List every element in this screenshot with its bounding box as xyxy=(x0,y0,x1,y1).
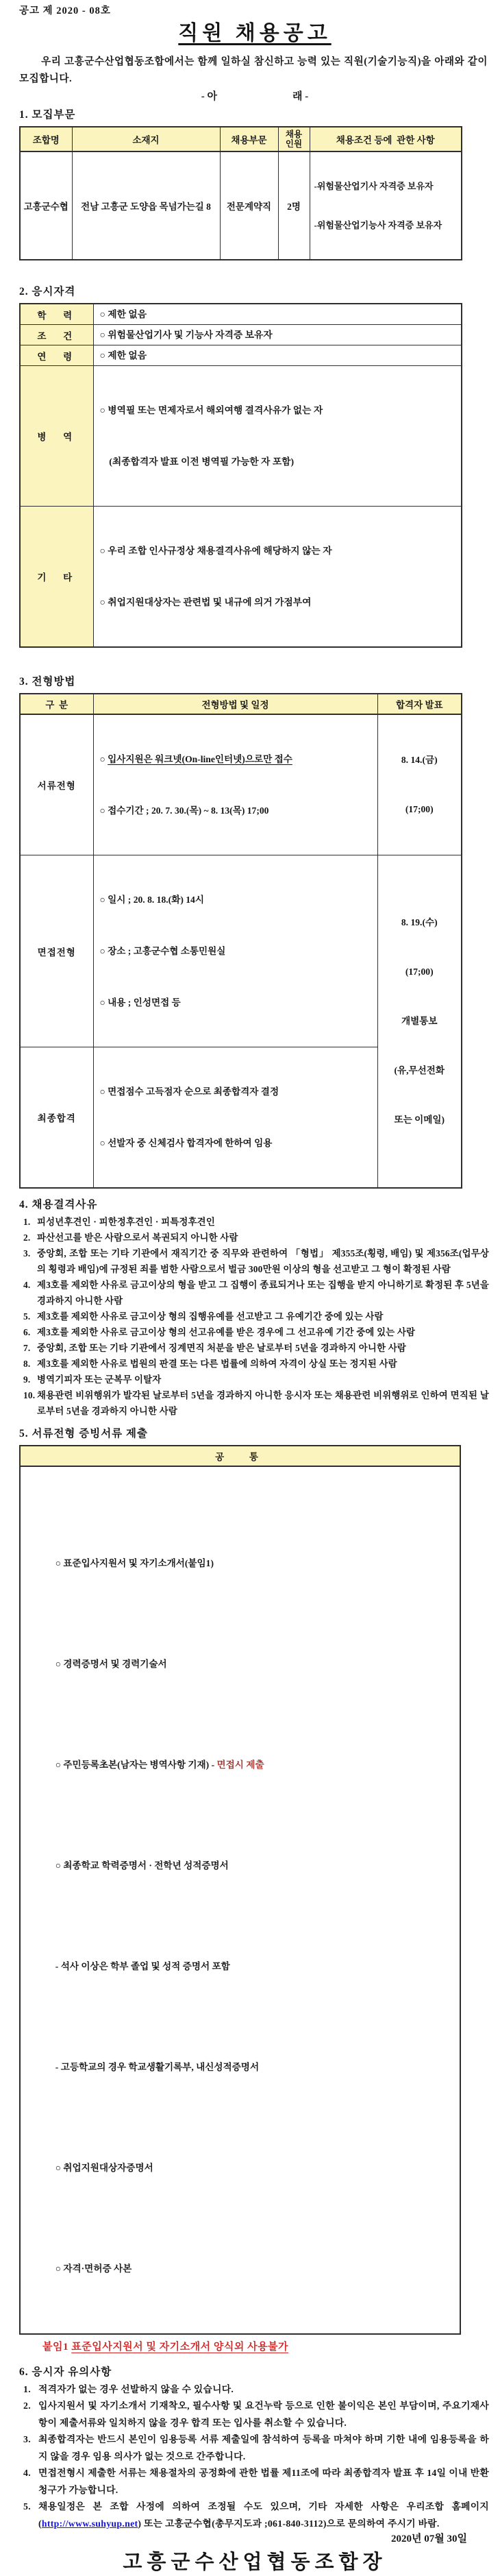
table-row-interview xyxy=(20,855,462,1047)
item-text: 자격·면허증 사본 xyxy=(63,2263,132,2274)
documents-list-cell xyxy=(20,1466,460,2334)
item-text: 제3호를 제외한 사유로 금고이상 형의 집행유예를 선고받고 그 유예기간 중에 있는 사람 xyxy=(37,1311,384,1322)
recruitment-table xyxy=(19,126,462,260)
notice-number: 공고 제 2020 - 08호 xyxy=(19,5,111,16)
recruitment-table-header-row xyxy=(20,127,462,151)
below-right: 래 - xyxy=(292,91,309,102)
list-item xyxy=(19,1246,490,1277)
item-text: 최종학교 학력증명서 · 전학년 성적증명서 xyxy=(63,1860,229,1871)
item-text: 중앙회, 조합 또는 기타 기관에서 징계면직 처분을 받은 날로부터 5년을 경과하지 아니한 사람 xyxy=(37,1343,407,1353)
section1-heading: 1. 모집부문 xyxy=(19,109,76,121)
col-location: 소재지 xyxy=(72,127,220,151)
document-item xyxy=(27,1538,453,1589)
list-item xyxy=(19,1356,490,1372)
item-text: 제3호를 제외한 사유로 법원의 판결 또는 다른 법률에 의하여 자격이 상실 또는 정지된 사람 xyxy=(37,1359,397,1369)
item-number: 7. xyxy=(23,1343,31,1353)
homepage-link[interactable]: http://www.suhyup.net xyxy=(41,2518,138,2529)
list-item xyxy=(19,1230,490,1246)
document-item xyxy=(27,1840,453,1891)
row-label: 연 령 xyxy=(20,345,93,366)
item-number: 9. xyxy=(23,1374,31,1385)
document-item xyxy=(27,2244,453,2294)
final-announce-cell: 8. 19.(수) (17;00) 개별통보 (유,무선전화 또는 이메일) xyxy=(377,855,462,1189)
col-method-schedule: 전형방법 및 일정 xyxy=(93,694,377,714)
union-name-cell: 고흥군수협 xyxy=(20,151,72,260)
section3-heading: 3. 전형방법 xyxy=(19,676,76,688)
list-item xyxy=(19,2381,490,2398)
list-item xyxy=(19,2499,490,2532)
col-category: 구 분 xyxy=(20,694,93,714)
item-text: 제3호를 제외한 사유로 금고이상 형의 선고유예를 받은 경우에 그 선고유예 기간 중에 있는 사람 xyxy=(37,1327,416,1337)
list-item xyxy=(19,1277,490,1309)
row-value: ○ 위험물산업기사 및 기능사 자격증 보유자 xyxy=(93,325,462,345)
document-item xyxy=(27,1941,453,1992)
item-text: 입사지원서 및 자기소개서 기재착오, 필수사항 및 요건누락 등으로 인한 불이익은 본인 부담이며, 주요기재사항이 제출서류와 일치하지 않을 경우 합격 또는 입사를 취소할 수 있습니다. xyxy=(38,2401,489,2428)
row-label: 최종합격 xyxy=(20,1047,93,1189)
list-item xyxy=(19,1324,490,1340)
item-number: 8. xyxy=(23,1359,31,1369)
row-label: 서류전형 xyxy=(20,714,93,855)
section5-heading: 5. 서류전형 증빙서류 제출 xyxy=(19,1428,148,1439)
col-headcount: 채용 인원 xyxy=(278,127,310,151)
item-text: 최종합격자는 반드시 본인이 임용등록 서류 제출일에 참석하여 등록을 마쳐야 하며 기한 내에 임용등록을 하지 않을 경우 임용 의사가 없는 것으로 간주합니다. xyxy=(38,2434,489,2462)
item-text: 고등학교의 경우 학교생활기록부, 내신성적증명서 xyxy=(60,2061,260,2072)
row-label: 조 건 xyxy=(20,325,93,345)
col-common: 공 통 xyxy=(20,1446,460,1466)
list-item xyxy=(19,2465,490,2499)
item-text: 석사 이상은 학부 졸업 및 성적 증명서 포함 xyxy=(60,1960,230,1971)
final-pass-method-cell: ○ 면접점수 고득점자 순으로 최종합격자 결정 ○ 선발자 중 신체검사 합격자에 한하여 임용 xyxy=(93,1047,377,1189)
list-item xyxy=(19,1372,490,1387)
table-row xyxy=(20,304,462,325)
selection-table-header-row xyxy=(20,694,462,714)
list-item xyxy=(19,1214,490,1230)
item-number: 1. xyxy=(23,2383,31,2394)
item-text: 적격자가 없는 경우 선발하지 않을 수 있습니다. xyxy=(38,2383,234,2394)
item-number: 5. xyxy=(23,1311,31,1322)
item-text: 주민등록초본(남자는 병역사항 기재) - xyxy=(63,1759,217,1770)
list-item xyxy=(19,1309,490,1324)
item-number: 4. xyxy=(23,2468,31,2478)
signature-title: 고흥군수산업협동조합장 xyxy=(123,2551,387,2573)
item-bullet: ○ xyxy=(55,2162,64,2173)
col-result-announcement: 합격자 발표 xyxy=(377,694,462,714)
row-value: ○ 병역필 또는 면제자로서 해외여행 결격사유가 없는 자 (최종합격자 발표 이전 병역필 가능한 자 포함) xyxy=(93,366,462,507)
applicant-notes-list xyxy=(19,2381,490,2533)
table-row xyxy=(20,325,462,345)
selection-process-table xyxy=(19,693,462,1189)
screening-method-cell: ○ 입사지원은 워크넷(On-line인터넷)으로만 접수 ○ 접수기간 ; 20. 7. 30.(목) ~ 8. 13(목) 17;00 xyxy=(93,714,377,855)
item-text: 취업지원대상자증명서 xyxy=(63,2162,153,2173)
document-item xyxy=(27,1639,453,1690)
item-text: 표준입사지원서 및 자기소개서(붙임1) xyxy=(63,1557,214,1568)
item-text: 피성년후견인 · 피한정후견인 · 피특정후견인 xyxy=(37,1217,215,1227)
item-bullet: ○ xyxy=(55,1759,64,1770)
row-label: 면접전형 xyxy=(20,855,93,1047)
row-label: 학 력 xyxy=(20,304,93,325)
item-number: 5. xyxy=(23,2501,31,2512)
row-label: 병 역 xyxy=(20,366,93,507)
interview-method-cell: ○ 일시 ; 20. 8. 18.(화) 14시 ○ 장소 ; 고흥군수협 소통민원실 ○ 내용 ; 인성면접 등 xyxy=(93,855,377,1047)
eligibility-table xyxy=(19,303,462,648)
list-item xyxy=(19,1340,490,1356)
row-value: ○ 제한 없음 xyxy=(93,304,462,325)
table-row xyxy=(20,507,462,648)
disqualification-list xyxy=(19,1214,490,1419)
item-text: 파산선고를 받은 사람으로서 복권되지 아니한 사람 xyxy=(37,1232,238,1243)
row-value: ○ 제한 없음 xyxy=(93,345,462,366)
below-left: - 아 xyxy=(201,91,217,102)
document-item xyxy=(27,2143,453,2194)
location-cell: 전남 고흥군 도양읍 목넘가는길 8 xyxy=(72,151,220,260)
list-item xyxy=(19,2431,490,2465)
row-value: ○ 우리 조합 인사규정상 채용결격사유에 해당하지 않는 자 ○ 취업지원대상자는 관련법 및 내규에 의거 가점부여 xyxy=(93,507,462,648)
item-bullet: ○ xyxy=(55,2263,64,2274)
table-row xyxy=(20,345,462,366)
item-number: 3. xyxy=(23,2434,31,2444)
section4-heading: 4. 채용결격사유 xyxy=(19,1199,98,1211)
item-text: 채용관련 비위행위가 발각된 날로부터 5년을 경과하지 아니한 응시자 또는 채용관련 비위행위로 인하여 면직된 날로부터 5년을 경과하지 아니한 사람 xyxy=(37,1390,489,1416)
item-text: 채용일정은 본 조합 사정에 의하여 조정될 수도 있으며, 기타 자세한 사항은 우리조합 홈페이지 (http://www.suhyup.net) 또는 고흥군수협(총무지도과 ;061-840-3112)으로 문의하여 주시기 바람. xyxy=(38,2501,489,2529)
item-red-note: 면접시 제출 xyxy=(216,1759,264,1770)
item-number: 6. xyxy=(23,1327,31,1337)
item-number: 3. xyxy=(23,1248,31,1259)
table-row xyxy=(20,366,462,507)
item-text: 제3호를 제외한 사유로 금고이상의 형을 받고 그 집행이 종료되거나 또는 집행을 받지 아니하기로 확정된 후 5년을 경과하지 아니한 사람 xyxy=(37,1280,489,1306)
item-bullet: - xyxy=(55,1960,61,1971)
section2-heading: 2. 응시자격 xyxy=(19,286,76,297)
item-text: 경력증명서 및 경력기술서 xyxy=(63,1658,167,1669)
list-item xyxy=(19,1387,490,1419)
screening-announce-cell: 8. 14.(금) (17;00) xyxy=(377,714,462,855)
item-bullet: ○ xyxy=(55,1658,64,1669)
document-item xyxy=(27,2042,453,2093)
item-number: 2. xyxy=(23,2401,31,2411)
attachment-text: 표준입사지원서 및 자기소개서 양식외 사용불가 xyxy=(71,2341,289,2353)
item-number: 1. xyxy=(23,1217,31,1227)
below-divider xyxy=(19,89,490,104)
item-text: 면접전형시 제출한 서류는 채용절차의 공정화에 관한 법률 제11조에 따라 최종합격자 발표 후 14일 이내 반환 청구가 가능합니다. xyxy=(38,2468,489,2495)
item-number: 2. xyxy=(23,1232,31,1243)
attachment-note xyxy=(19,2340,490,2355)
item-text: 병역기피자 또는 군복무 이탈자 xyxy=(37,1374,162,1385)
documents-table xyxy=(19,1445,461,2335)
item-bullet: ○ xyxy=(55,1557,64,1568)
headcount-cell: 2명 xyxy=(278,151,310,260)
item-bullet: - xyxy=(55,2061,61,2072)
item-bullet: ○ xyxy=(55,1860,64,1871)
conditions-cell: -위험물산업기사 자격증 보유자 -위험물산업기능사 자격증 보유자 xyxy=(310,151,462,260)
signature-block xyxy=(19,2532,490,2576)
position-cell: 전문계약직 xyxy=(220,151,278,260)
document-item xyxy=(27,1740,453,1790)
item-number: 10. xyxy=(23,1390,36,1400)
section6-heading: 6. 응시자 유의사항 xyxy=(19,2366,112,2378)
item-text: 중앙회, 조합 또는 기타 기관에서 재직기간 중 직무와 관련하여 「형법」 제355조(횡령, 배임) 및 제356조(업무상의 횡령과 배임)에 규정된 죄를 범한 사람으로서 벌금 300만원 이상의 형을 선고받고 그 형이 확정된 사람 xyxy=(37,1248,489,1274)
list-item xyxy=(19,2398,490,2431)
table-row xyxy=(20,151,462,260)
page-title: 직원 채용공고 xyxy=(178,22,332,45)
row-label: 기 타 xyxy=(20,507,93,648)
table-row xyxy=(20,1466,460,2334)
item-number: 4. xyxy=(23,1280,31,1290)
table-row-document-screening xyxy=(20,714,462,855)
documents-table-header-row xyxy=(20,1446,460,1466)
col-union-name: 조합명 xyxy=(20,127,72,151)
col-position: 채용부문 xyxy=(220,127,278,151)
attachment-label: 붙임1 xyxy=(42,2341,72,2353)
col-conditions: 채용조건 등에 관한 사항 xyxy=(310,127,462,151)
intro-paragraph: 우리 고흥군수산업협동조합에서는 함께 일하실 참신하고 능력 있는 직원(기술기능직)을 아래와 같이 모집합니다. xyxy=(19,56,488,84)
document-date: 2020년 07월 30일 xyxy=(391,2534,467,2544)
